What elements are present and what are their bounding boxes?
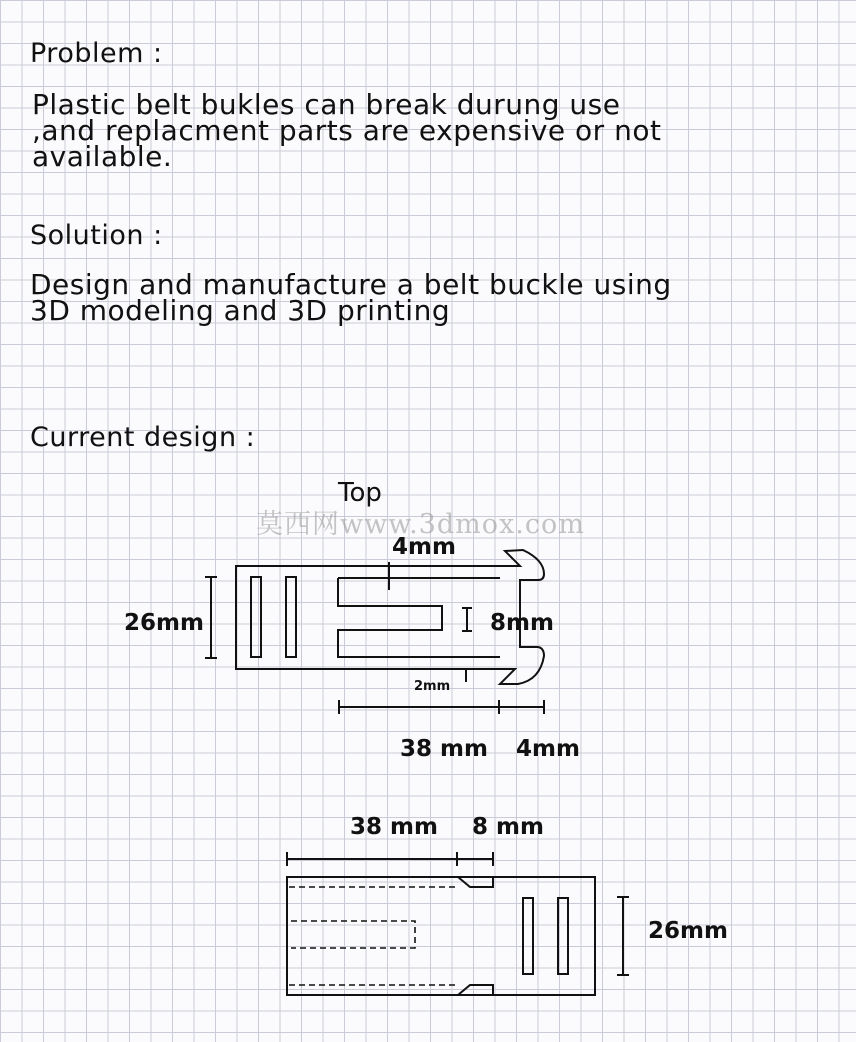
dim-bottom-height: 26mm xyxy=(648,918,728,944)
solution-text: Design and manufacture a belt buckle using 3D modeling and 3D printing xyxy=(30,268,672,327)
top-view-dimension-lines xyxy=(205,562,544,714)
bottom-view-tab-top xyxy=(458,877,493,887)
top-view-slot xyxy=(338,578,500,657)
dim-bottom-length: 38 mm xyxy=(350,814,438,840)
bottom-view-strap-slot-2 xyxy=(558,898,568,974)
solution-heading: Solution : xyxy=(30,220,163,251)
dim-top-wall: 2mm xyxy=(414,679,451,694)
watermark: 莫西网www.3dmox.com xyxy=(256,509,585,540)
top-view-strap-slot-2 xyxy=(286,577,296,657)
dim-top-hook: 4mm xyxy=(516,736,580,762)
dim-top-slot: 8mm xyxy=(490,610,554,636)
dim-top-thickness: 4mm xyxy=(392,534,456,560)
dim-top-height: 26mm xyxy=(124,610,204,636)
bottom-view-drawing xyxy=(287,877,595,995)
top-view-label: Top xyxy=(338,478,382,508)
bottom-view-tab-bottom xyxy=(458,985,493,995)
problem-heading: Problem : xyxy=(30,38,163,69)
current-design-heading: Current design : xyxy=(30,422,256,453)
problem-text: Plastic belt bukles can break durung use ,and replacment parts are expensive or not available. xyxy=(32,88,662,173)
bottom-view-dimension-lines xyxy=(287,852,629,975)
bottom-view-outline xyxy=(287,877,595,995)
dim-top-length: 38 mm xyxy=(400,736,488,762)
bottom-view-hidden-lines xyxy=(289,887,458,985)
bottom-view-strap-slot-1 xyxy=(523,898,533,974)
top-view-strap-slot-1 xyxy=(251,577,261,657)
dim-bottom-insert: 8 mm xyxy=(472,814,544,840)
